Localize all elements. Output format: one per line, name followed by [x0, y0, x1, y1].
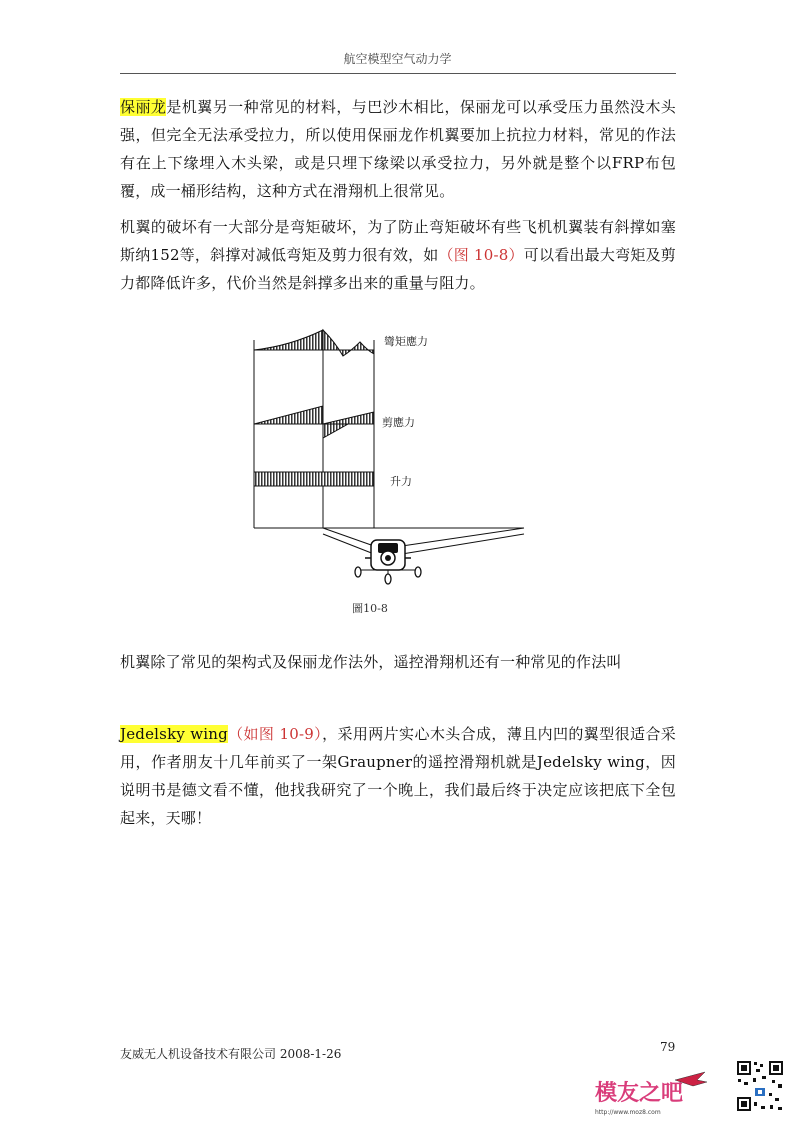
figure-10-8: [240, 320, 540, 590]
figure-caption: 圖10-8: [352, 602, 388, 615]
bending-moment-curve: [254, 330, 374, 356]
airplane-illustration: [254, 528, 524, 584]
logo-url: http://www.moz8.com: [595, 1109, 661, 1116]
paragraph-2-text-after: 可以看出最大弯矩及剪力都降低许多，代价当然是斜撑多出来的重量与阻力。: [120, 246, 676, 292]
moz8-logo: [593, 1070, 713, 1118]
diagram-frame: [254, 340, 374, 528]
paragraph-2: [120, 213, 676, 297]
label-bending-moment: 彎矩應力: [384, 335, 428, 348]
figure-ref-10-9: （如图 10-9）: [227, 725, 323, 743]
lift-distribution-band: [254, 472, 374, 486]
paragraph-1: [120, 93, 676, 205]
paragraph-2-text-before: 机翼的破坏有一大部分是弯矩破坏，为了防止弯矩破坏有些飞机机翼装有斜撑如塞斯纳152等，斜撑对减低弯矩及剪力很有效，如: [120, 218, 676, 264]
logo-text: 模友之吧: [595, 1081, 684, 1106]
footer-company: 友威无人机设备技术有限公司 2008-1-26: [120, 1047, 342, 1061]
page-number: 79: [660, 1040, 676, 1054]
highlight-styrofoam: 保丽龙: [120, 98, 167, 116]
figure-ref-10-8: （图 10-8）: [438, 246, 524, 264]
paragraph-3: 机翼除了常见的架构式及保丽龙作法外，遥控滑翔机还有一种常见的作法叫: [120, 653, 622, 671]
qr-code: [736, 1060, 784, 1112]
paragraph-1-text: 是机翼另一种常见的材料，与巴沙木相比，保丽龙可以承受压力虽然没木头强，但完全无法承受拉力，所以使用保丽龙作机翼要加上抗拉力材料，常见的作法有在上下缘埋入木头梁，或是只埋下缘梁以承受拉力，另外就是整个以FRP布包覆，成一桶形结构，这种方式在滑翔机上很常见。: [120, 98, 676, 200]
label-shear-force: 剪應力: [382, 416, 415, 429]
page-header: 航空模型空气动力学: [343, 52, 452, 66]
shear-force-diagram: [254, 406, 374, 438]
header-rule: [120, 73, 676, 74]
paragraph-4: [120, 720, 676, 832]
paragraph-4-text: ，采用两片实心木头合成，薄且内凹的翼型很适合采用，作者朋友十几年前买了一架Graupner的遥控滑翔机就是Jedelsky wing，因说明书是德文看不懂，他找我研究了一个晚上，我们最后终于决定应该把底下全包起来，天哪！: [120, 725, 676, 827]
label-lift: 升力: [390, 475, 412, 488]
highlight-jedelsky-wing: Jedelsky wing: [120, 725, 228, 743]
